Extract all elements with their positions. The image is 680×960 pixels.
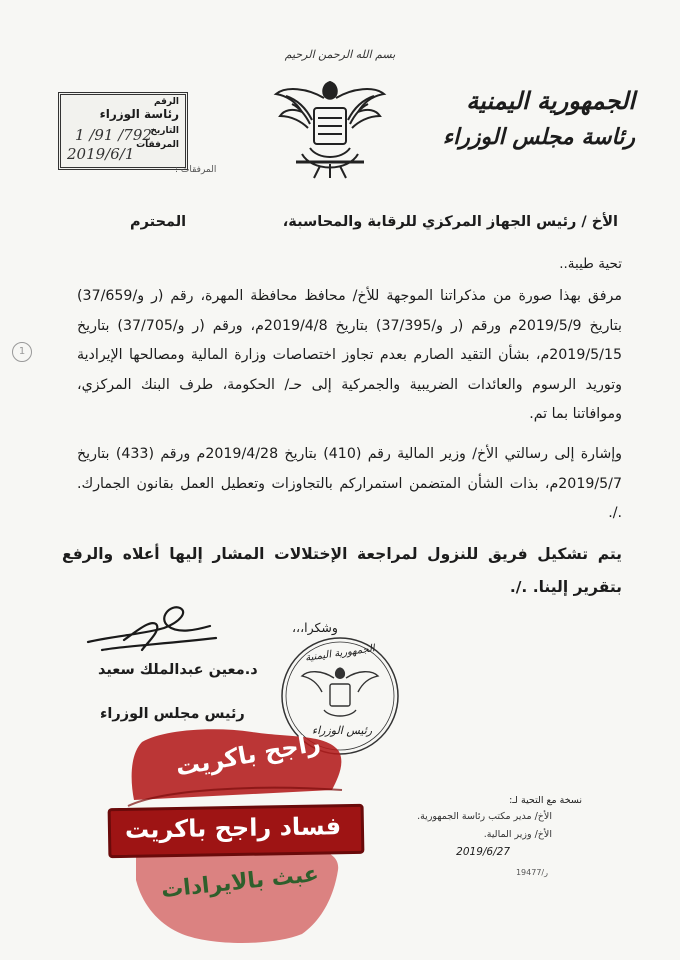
government-title: الجمهورية اليمنية — [466, 86, 635, 115]
signer-title: رئيس مجلس الوزراء — [100, 706, 245, 722]
stamp-name-text: راجح باكريت — [173, 728, 323, 782]
ref-number-label: الرقم — [153, 97, 179, 107]
honorific: المحترم — [130, 214, 187, 230]
copy-recipient: الأخ/ وزير المالية. — [483, 829, 552, 840]
ref-office: رئاسة الوزراء — [99, 107, 179, 121]
closing-thanks: وشكرا،،، — [292, 620, 338, 635]
paragraph-finance-letters: وإشارة إلى رسالتي الأخ/ وزير المالية رقم (410) بتاريخ 2019/4/28م ورقم (433) بتاريخ 2019/5/7م، بذات الشأن المتضمن استمراركم بالتجاوزات وتعطيل العمل بقانون الجمارك. ./. — [77, 446, 623, 521]
greeting: تحية طيبة.. — [559, 256, 622, 272]
copies-title: نسخة مع التحية لـ: — [509, 795, 582, 806]
eagle-emblem-icon — [272, 68, 388, 186]
stamp-main-text: فساد راجح باكريت — [124, 812, 342, 844]
signer-name: د.معين عبدالملك سعيد — [98, 662, 258, 678]
attachments-label: المرفقات : — [175, 165, 217, 175]
footer-reference: 19477/ر — [515, 868, 548, 877]
paragraph-memos: مرفق بهذا صورة من مذكراتنا الموجهة للأخ/ محافظ محافظة المهرة، رقم (ر و/37/659) بتاريخ 2019/5/9م ورقم (ر و/37/395) بتاريخ 2019/4/8م، ورقم (ر و/37/705) بتاريخ 2019/5/15م، بشأن التقيد الصارم بعدم تجاوز اختصاصات وزارة المالية ومصالحها الإيرادية وتوريد الرسوم والعائدات الضريبية والجمركية إلى حـ/ الحكومة، طرف البنك المركزي، وموافاتنا بما تم. — [77, 288, 622, 422]
handwritten-signature — [84, 600, 224, 660]
ref-number-value: 792/ 91/ 1 — [75, 126, 152, 144]
seal-bottom-text: رئيس الوزراء — [311, 724, 373, 737]
ref-date-value: 2019/6/1 — [67, 145, 135, 163]
seal-top-text: الجمهورية اليمنية — [304, 643, 376, 664]
reference-box — [58, 92, 188, 170]
directive-paragraph: يتم تشكيل فريق للنزول لمراجعة الإختلالات المشار إليها أعلاه والرفع بتقرير إلينا. ./. — [62, 545, 622, 596]
copy-recipient: الأخ/ مدير مكتب رئاسة الجمهورية. — [417, 811, 552, 822]
copies-date: 2019/6/27 — [456, 846, 510, 858]
stamp-revenue-text: عبث بالايرادات — [159, 861, 321, 904]
addressee: الأخ / رئيس الجهاز المركزي للرقابة والمحاسبة، — [282, 214, 618, 230]
ref-attachments-label: المرفقات — [136, 140, 179, 150]
page-margin-circle: 1 — [12, 342, 32, 362]
basmala: بسم الله الرحمن الرحيم — [284, 48, 396, 61]
ref-date-label: التاريخ — [150, 126, 179, 136]
cabinet-presidency-title: رئاسة مجلس الوزراء — [442, 124, 635, 150]
